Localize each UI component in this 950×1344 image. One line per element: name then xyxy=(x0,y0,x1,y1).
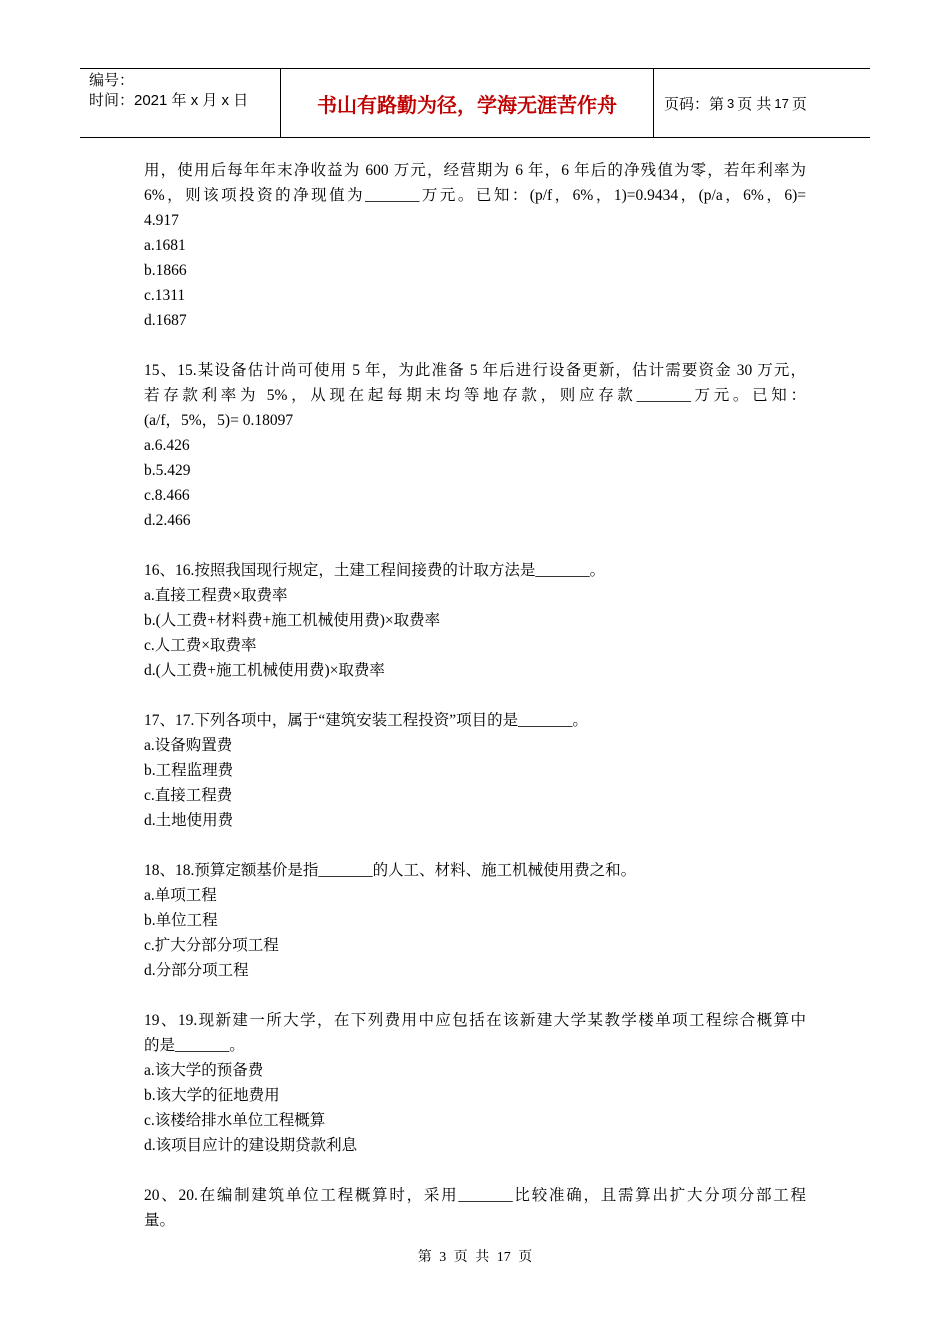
page-label-prefix: 页码：第 xyxy=(664,95,725,113)
question-text-line: (a/f，5%，5)= 0.18097 xyxy=(144,412,294,429)
option-b: b.1866 xyxy=(144,262,187,279)
option-c: c.8.466 xyxy=(144,487,190,504)
question-text-line: 的是_______。 xyxy=(144,1037,245,1054)
document-body xyxy=(144,158,806,1233)
page-label-mid: 页 共 xyxy=(737,95,772,113)
question-text-line: 量。 xyxy=(144,1212,176,1229)
option-b: b.单位工程 xyxy=(144,912,218,929)
question-20 xyxy=(144,1183,806,1233)
question-text-line: 15、15.某设备估计尚可使用 5 年，为此准备 5 年后进行设备更新，估计需要资金 30 万元， xyxy=(144,362,806,379)
option-d: d.该项目应计的建设期贷款利息 xyxy=(144,1137,358,1154)
option-d: d.土地使用费 xyxy=(144,812,234,829)
option-a: a.直接工程费×取费率 xyxy=(144,587,288,604)
option-b: b.工程监理费 xyxy=(144,762,234,779)
header-motto: 书山有路勤为径，学海无涯苦作舟 xyxy=(281,69,654,137)
question-17 xyxy=(144,708,806,833)
question-text-line: 20、20.在编制建筑单位工程概算时，采用_______比较准确，且需算出扩大分项分部工程 xyxy=(144,1187,806,1204)
time-label: 时间：2021 年 x 月 x 日 xyxy=(89,92,249,109)
option-a: a.6.426 xyxy=(144,437,190,454)
option-a: a.设备购置费 xyxy=(144,737,233,754)
question-18 xyxy=(144,858,806,983)
question-text-line: 用，使用后每年年末净收益为 600 万元，经营期为 6 年，6 年后的净残值为零，若年利率为 xyxy=(144,162,806,179)
option-b: b.该大学的征地费用 xyxy=(144,1087,280,1104)
question-text-line: 19、19.现新建一所大学，在下列费用中应包括在该新建大学某教学楼单项工程综合概算中 xyxy=(144,1012,806,1029)
option-c: c.人工费×取费率 xyxy=(144,637,257,654)
option-a: a.单项工程 xyxy=(144,887,217,904)
page-footer: 第 3 页 共 17 页 xyxy=(417,1250,533,1265)
option-d: d.分部分项工程 xyxy=(144,962,249,979)
option-b: b.5.429 xyxy=(144,462,191,479)
page-current: 3 xyxy=(727,95,735,111)
option-a: a.1681 xyxy=(144,237,186,254)
question-15 xyxy=(144,358,806,533)
option-c: c.扩大分部分项工程 xyxy=(144,937,279,954)
page-label-suffix: 页 xyxy=(791,95,807,113)
header-meta xyxy=(80,69,281,137)
code-label: 编号： xyxy=(89,72,135,89)
question-text-line: 4.917 xyxy=(144,212,179,229)
question-stem: 18、18.预算定额基价是指_______的人工、材料、施工机械使用费之和。 xyxy=(144,862,637,879)
option-a: a.该大学的预备费 xyxy=(144,1062,264,1079)
question-stem: 16、16.按照我国现行规定，土建工程间接费的计取方法是_______。 xyxy=(144,562,606,579)
option-c: c.1311 xyxy=(144,287,186,304)
option-d: d.(人工费+施工机械使用费)×取费率 xyxy=(144,662,385,679)
question-16 xyxy=(144,558,806,683)
question-stem: 17、17.下列各项中，属于“建筑安装工程投资”项目的是_______。 xyxy=(144,712,588,729)
page-total: 17 xyxy=(774,95,789,111)
option-b: b.(人工费+材料费+施工机械使用费)×取费率 xyxy=(144,612,441,629)
question-19 xyxy=(144,1008,806,1158)
page-header xyxy=(80,68,870,138)
option-c: c.该楼给排水单位工程概算 xyxy=(144,1112,326,1129)
option-d: d.1687 xyxy=(144,312,187,329)
question-text-line: 6%，则该项投资的净现值为_______万元。已知：(p/f，6%，1)=0.9434，(p/a，6%，6)= xyxy=(144,187,806,204)
question-14-continued xyxy=(144,158,806,333)
header-page-info xyxy=(654,69,870,137)
question-text-line: 若存款利率为 5%，从现在起每期末均等地存款，则应存款_______万元。已知： xyxy=(144,387,806,404)
option-d: d.2.466 xyxy=(144,512,191,529)
option-c: c.直接工程费 xyxy=(144,787,233,804)
